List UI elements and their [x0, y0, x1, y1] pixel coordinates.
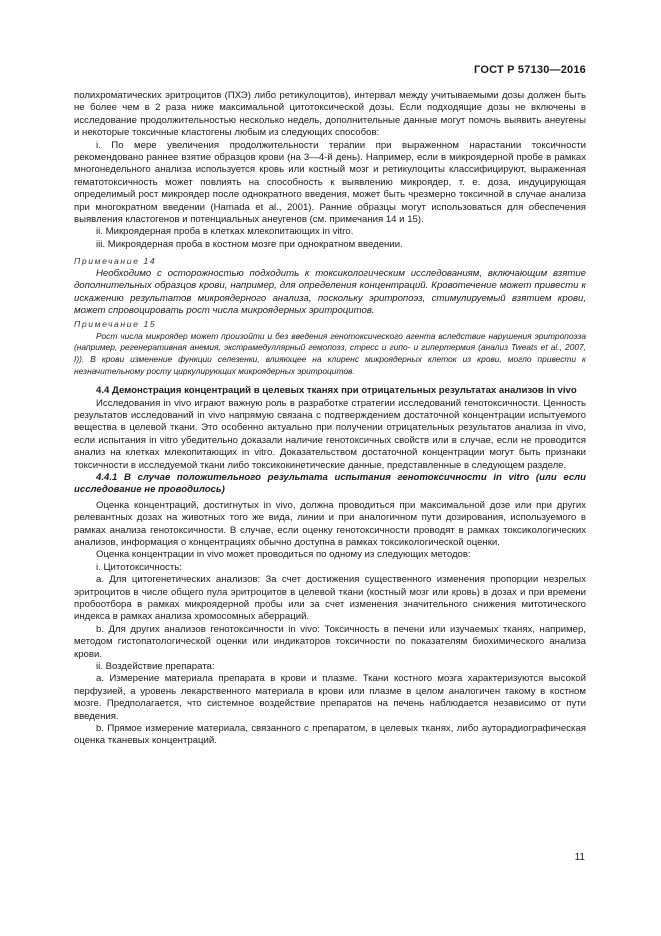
note-text: Необходимо с осторожностью подходить к токсикологическим исследованиям, включающим взятие дополнительных образцов крови, например, для определения концентраций. Кровотечение может привести к искажению результатов микроядерного анализа, поскольку эритропоэз, стимулируемый взятием крови, может спровоцировать рост числа микроядерных эритроцитов.: [74, 267, 586, 316]
section-heading: 4.4 Демонстрация концентраций в целевых тканях при отрицательных результатах анализов in vivo: [96, 385, 577, 397]
paragraph: Оценка концентраций, достигнутых in vivo, должна проводиться при максимальной дозе или при других релевантных дозах на животных того же вида, линии и при аналогичном пути дозирования, используемого в рамках анализа генотоксичности. В случае, если оценку генотоксичности проводят в рамках токсикологических анализов, информация о концентрациях обычно доступна в рамках токсикологической оценки.: [74, 499, 586, 548]
list-item: b. Прямое измерение материала, связанного с препаратом, в целевых тканях, либо ауторадиографическая оценка тканевых концентраций.: [74, 723, 586, 747]
page-number: 11: [574, 852, 585, 863]
paragraph: полихроматических эритроцитов (ПХЭ) либо ретикулоцитов), интервал между учитываемыми дозы должен быть не более чем в 2 раза ниже максимальной цитотоксической дозы. Если подходящие дозы не включены в исследование продолжительностью несколько недель, дополнительные данные могут помочь выявить анеугены и некоторые токсичные кластогены любым из следующих способов:: [74, 90, 586, 139]
paragraph: Исследования in vivo играют важную роль в разработке стратегии исследований генотоксичности. Ценность результатов исследований in vivo напрямую связана с подтверждением достаточной концентрации испытуемого вещества в целевой ткани. Это особенно актуально при получении отрицательных результатов анализа in vivo, если испытания in vitro убедительно доказали наличие генотоксичных свойств или в случае, если не проводится анализ на клетках млекопитающих in vitro. Доказательством достаточной концентрации могут быть признаки токсичности в исследуемой ткани либо токсикокинетические данные, представленные в следующем разделе.: [74, 397, 586, 471]
paragraph: Оценка концентрации in vivo может проводиться по одному из следующих методов:: [96, 549, 471, 561]
list-item: b. Для других анализов генотоксичности in vivo: Токсичность в печени или изучаемых тканях, например, методом гистопатологической оценки или индикаторов токсичности по показателям биохимического анализа крови.: [74, 623, 586, 660]
note-text: Рост числа микроядер может произойти и без введения генотоксического агента вследствие нарушения эритропоэза (например, регенеративная анемия, экстрамедуллярный гемопоэз, стресс и гипо- и гипертермия (анализ Tweats et al., 2007, I)). В крови изменение функции селезенки, влияющее на клиренс микроядерных клеток из крови, могло привести к незначительному росту циркулирующих микроядерных эритроцитов.: [74, 330, 586, 376]
list-item: i. По мере увеличения продолжительности терапии при выраженном нарастании токсичности рекомендовано раннее взятие образцов крови (на 3—4-й день). Например, если в микроядерной пробе в рамках многонедельного анализа используется кровь или костный мозг и ретикулоциты классифицируют, выраженная гематотоксичность может повлиять на способность к выявлению микроядер, т. е. доза, индуцирующая определимый рост микроядер после однократного введения, может быть чрезмерно токсичной в случае анализа при многократном введении (Hamada et al., 2001). Ранние образцы могут использоваться для обеспечения выявления кластогенов и потенциальных анеугенов (см. примечания 14 и 15).: [74, 139, 586, 226]
list-item: i. Цитотоксичность:: [96, 561, 182, 573]
list-item: ii. Микроядерная проба в клетках млекопитающих in vitro.: [96, 226, 354, 238]
list-item: a. Для цитогенетических анализов: За счет достижения существенного изменения пропорции незрелых эритроцитов в числе общего пула эритроцитов в целевой ткани (костный мозг или кровь) в дозах и при времени пробоотбора в рамках микроядерной пробы или за счет изменения значительного снижения митотического индекса в рамках анализа хромосомных аберраций.: [74, 574, 586, 623]
list-item: a. Измерение материала препарата в крови и плазме. Ткани костного мозга характеризуются высокой перфузией, а уровень лекарственного материала в крови или плазме в целом аналогичен такому в костном мозге. Предполагается, что системное воздействие препаратов на печень наблюдается независимо от пути введения.: [74, 673, 586, 722]
document-body: [74, 90, 586, 748]
note-heading: Примечание 15: [74, 319, 157, 330]
list-item: iii. Микроядерная проба в костном мозге при однократном введении.: [96, 238, 403, 250]
list-item: ii. Воздействие препарата:: [96, 661, 215, 673]
document-header: ГОСТ Р 57130—2016: [474, 64, 586, 76]
subsection-heading: 4.4.1 В случае положительного результата испытания генотоксичности in vitro (или если исследование не проводилось): [74, 471, 586, 496]
note-heading: Примечание 14: [74, 256, 157, 267]
